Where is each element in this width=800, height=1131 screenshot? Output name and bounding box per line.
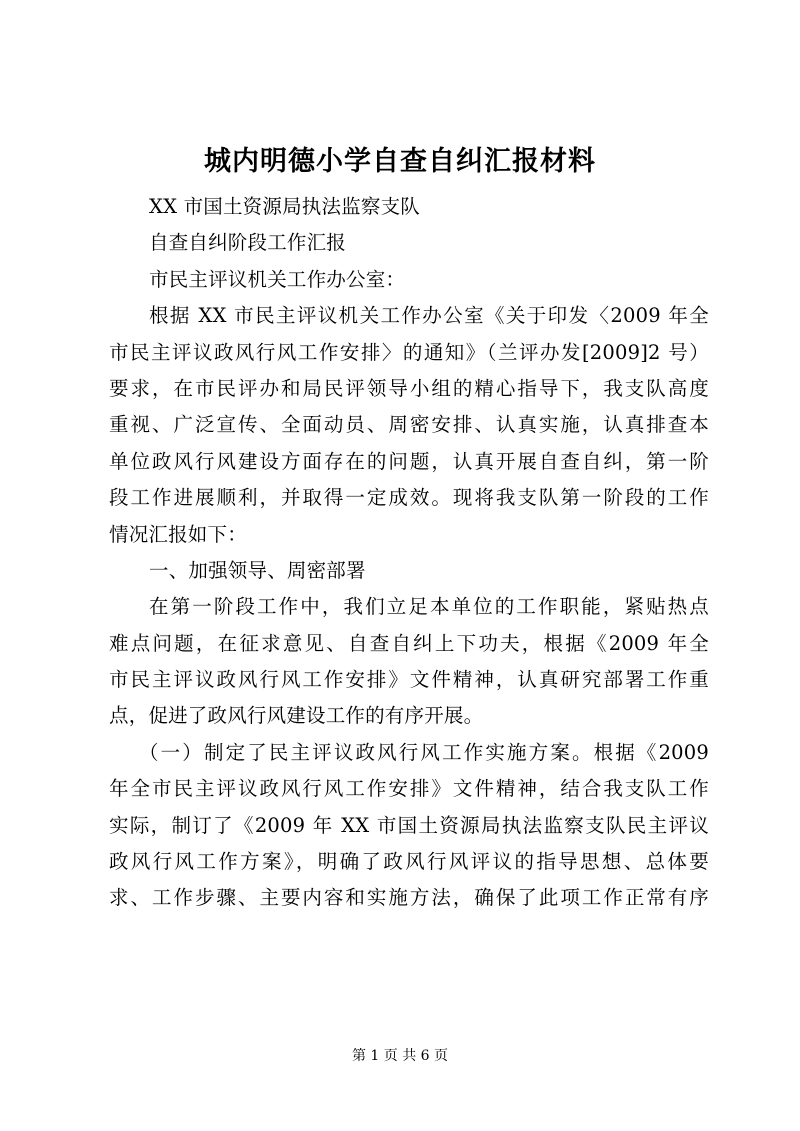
- paragraph-line: 求、工作步骤、主要内容和实施方法，确保了此项工作正常有序: [109, 886, 709, 910]
- paragraph-line: 年全市民主评议政风行风工作安排》文件精神，结合我支队工作: [109, 777, 709, 801]
- paragraph-line: 政风行风工作方案》，明确了政风行风评议的指导思想、总体要: [109, 850, 709, 874]
- paragraph-line: 情况汇报如下：: [109, 522, 247, 546]
- paragraph-line: （一）制定了民主评议政风行风工作实施方案。根据《2009: [139, 740, 709, 764]
- paragraph-line: 根据 XX 市民主评议机关工作办公室《关于印发〈2009 年全: [149, 304, 709, 328]
- paragraph-line: XX 市国土资源局执法监察支队: [149, 195, 420, 218]
- paragraph-line: 重视、广泛宣传、全面动员、周密安排、认真实施，认真排查本: [109, 413, 709, 437]
- document-title: 城内明德小学自查自纠汇报材料: [204, 146, 596, 177]
- paragraph-line: 段工作进展顺利，并取得一定成效。现将我支队第一阶段的工作: [109, 486, 709, 510]
- paragraph-line: 自查自纠阶段工作汇报: [149, 231, 347, 255]
- paragraph-line: 市民主评议政风行风工作安排〉的通知》（兰评办发[2009]2 号）: [109, 340, 709, 364]
- paragraph-line: 市民主评议政风行风工作安排》文件精神，认真研究部署工作重: [109, 668, 709, 692]
- paragraph-line: 单位政风行风建设方面存在的问题，认真开展自查自纠，第一阶: [109, 449, 709, 473]
- paragraph-line: 难点问题，在征求意见、自查自纠上下功夫，根据《2009 年全: [109, 631, 709, 655]
- paragraph-line: 市民主评议机关工作办公室：: [149, 267, 406, 291]
- paragraph-line: 实际，制订了《2009 年 XX 市国土资源局执法监察支队民主评议: [109, 813, 709, 837]
- section-heading: 一、加强领导、周密部署: [149, 558, 366, 582]
- paragraph-line: 要求，在市民评办和局民评领导小组的精心指导下，我支队高度: [109, 376, 709, 400]
- page-footer: 第 1 页 共 6 页: [351, 1048, 449, 1064]
- paragraph-line: 在第一阶段工作中，我们立足本单位的工作职能，紧贴热点: [149, 595, 709, 619]
- paragraph-line: 点，促进了政风行风建设工作的有序开展。: [109, 704, 484, 728]
- document-body: [109, 189, 709, 917]
